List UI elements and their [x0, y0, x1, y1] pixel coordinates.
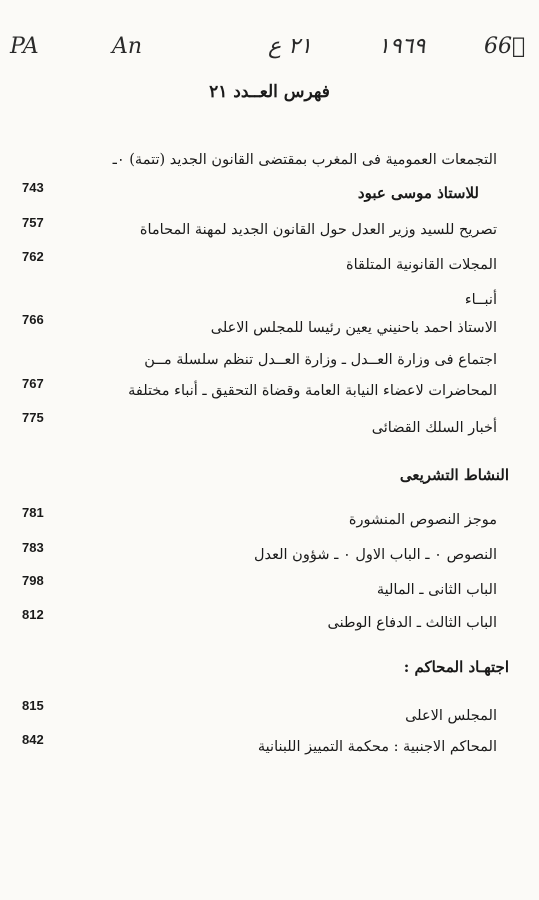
page-number: 815 [22, 698, 44, 713]
page-number: 783 [22, 540, 44, 555]
toc-entry-chapter-one: النصوص ٠ ـ الباب الاول ٠ ـ شؤون العدل [253, 547, 497, 563]
handwritten-year: ١٩٦٩ [378, 34, 426, 59]
handwritten-page-mark: 66ٍ [484, 34, 526, 59]
handwritten-issue-number: ٢١ ع [268, 34, 312, 59]
toc-entry-texts-summary: موجز النصوص المنشورة [348, 512, 497, 528]
page-number: 775 [22, 410, 44, 425]
toc-entry-journals: المجلات القانونية المتلقاة [346, 257, 497, 273]
page-number: 743 [22, 180, 44, 195]
toc-entry-author: للاستاذ موسى عبود [357, 184, 479, 202]
toc-entry-chapter-two: الباب الثانى ـ المالية [376, 582, 497, 598]
toc-entry-meeting: اجتماع فى وزارة العــدل ـ وزارة العــدل تنظم سلسلة مــن [144, 352, 497, 368]
toc-entry-supreme-council: المجلس الاعلى [405, 708, 497, 724]
page-number: 762 [22, 249, 44, 264]
handwritten-note-an: An [112, 34, 143, 59]
section-heading-legislative: النشاط التشريعى [399, 466, 509, 484]
toc-entry-lectures: المحاضرات لاعضاء النيابة العامة وقضاة التحقيق ـ أنباء مختلفة [128, 383, 497, 399]
page-number: 798 [22, 573, 44, 588]
page-number: 812 [22, 607, 44, 622]
page-number: 766 [22, 312, 44, 327]
toc-entry-minister-statement: تصريح للسيد وزير العدل حول القانون الجديد لمهنة المحاماة [139, 222, 497, 238]
page-number: 842 [22, 732, 44, 747]
toc-entry-appointment: الاستاذ احمد باحنيني يعين رئيسا للمجلس الاعلى [210, 320, 497, 336]
page-number: 757 [22, 215, 44, 230]
page-number: 767 [22, 376, 44, 391]
page-title: فهرس العــدد ٢١ [209, 82, 330, 102]
toc-entry-assemblies: التجمعات العمومية فى المغرب بمقتضى القانون الجديد (تتمة) ٠ـ [112, 152, 497, 168]
toc-entry-judiciary-news: أخبار السلك القضائى [371, 420, 497, 436]
handwritten-note-left: PA [10, 34, 39, 59]
page-number: 781 [22, 505, 44, 520]
toc-entry-foreign-courts: المحاكم الاجنبية : محكمة التمييز اللبنانية [257, 739, 497, 755]
toc-entry-news: أنبــاء [464, 292, 497, 308]
toc-entry-chapter-three: الباب الثالث ـ الدفاع الوطنى [327, 615, 497, 631]
section-heading-courts: اجتهـاد المحاكم : [403, 658, 509, 676]
